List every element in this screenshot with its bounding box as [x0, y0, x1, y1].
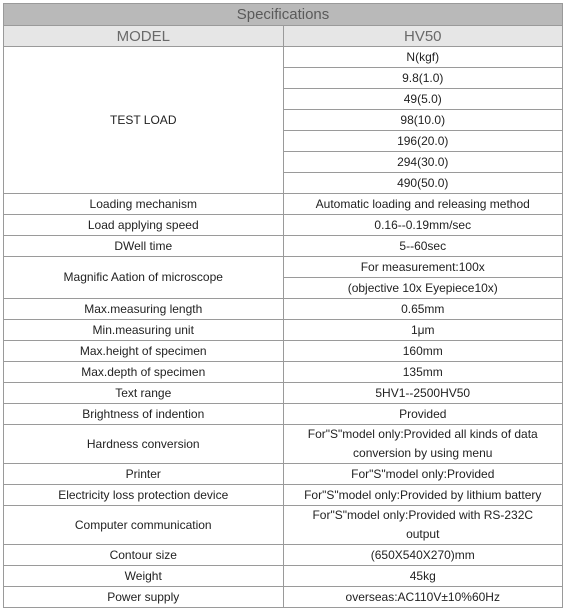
spec-label: Weight	[4, 566, 284, 587]
hardness-value-line1: For"S"model only:Provided all kinds of data	[307, 427, 538, 441]
table-row	[4, 587, 563, 608]
magnification-value: (objective 10x Eyepiece10x)	[283, 278, 563, 299]
spec-label: Power supply	[4, 587, 284, 608]
table-row	[4, 566, 563, 587]
spec-label: Max.depth of specimen	[4, 362, 284, 383]
model-row	[4, 26, 563, 47]
table-row	[4, 257, 563, 278]
test-load-value: 98(10.0)	[283, 110, 563, 131]
spec-label: Max.measuring length	[4, 299, 284, 320]
table-row	[4, 47, 563, 68]
spec-value: 135mm	[283, 362, 563, 383]
spec-label: DWell time	[4, 236, 284, 257]
hardness-value	[283, 425, 563, 464]
hardness-label: Hardness conversion	[4, 425, 284, 464]
spec-label: Max.height of specimen	[4, 341, 284, 362]
table-title: Specifications	[4, 4, 563, 26]
table-row	[4, 425, 563, 464]
spec-value: overseas:AC110V±10%60Hz	[283, 587, 563, 608]
table-row	[4, 299, 563, 320]
table-row	[4, 194, 563, 215]
spec-label: Contour size	[4, 545, 284, 566]
spec-label: Printer	[4, 464, 284, 485]
spec-value: For"S"model only:Provided by lithium battery	[283, 485, 563, 506]
table-row	[4, 545, 563, 566]
spec-value: 160mm	[283, 341, 563, 362]
spec-label: Text range	[4, 383, 284, 404]
spec-value: Automatic loading and releasing method	[283, 194, 563, 215]
test-load-value: N(kgf)	[283, 47, 563, 68]
table-row	[4, 383, 563, 404]
computer-label: Computer communication	[4, 506, 284, 545]
computer-value	[283, 506, 563, 545]
test-load-value: 9.8(1.0)	[283, 68, 563, 89]
magnification-value: For measurement:100x	[283, 257, 563, 278]
table-row	[4, 485, 563, 506]
model-label: MODEL	[4, 26, 284, 47]
test-load-value: 490(50.0)	[283, 173, 563, 194]
spec-value: 0.65mm	[283, 299, 563, 320]
spec-value: 0.16--0.19mm/sec	[283, 215, 563, 236]
magnification-label: Magnific Aation of microscope	[4, 257, 284, 299]
spec-value: Provided	[283, 404, 563, 425]
table-row	[4, 215, 563, 236]
table-row	[4, 506, 563, 545]
spec-label: Loading mechanism	[4, 194, 284, 215]
test-load-label: TEST LOAD	[4, 47, 284, 194]
spec-value: 1μm	[283, 320, 563, 341]
spec-label: Brightness of indention	[4, 404, 284, 425]
spec-value: 5--60sec	[283, 236, 563, 257]
spec-label: Electricity loss protection device	[4, 485, 284, 506]
table-row	[4, 404, 563, 425]
table-row	[4, 341, 563, 362]
title-row	[4, 4, 563, 26]
spec-value: 45kg	[283, 566, 563, 587]
spec-label: Min.measuring unit	[4, 320, 284, 341]
table-row	[4, 362, 563, 383]
spec-label: Load applying speed	[4, 215, 284, 236]
test-load-value: 49(5.0)	[283, 89, 563, 110]
table-row	[4, 236, 563, 257]
model-value: HV50	[283, 26, 563, 47]
specifications-table	[3, 3, 563, 608]
table-row	[4, 320, 563, 341]
spec-value: (650X540X270)mm	[283, 545, 563, 566]
test-load-value: 294(30.0)	[283, 152, 563, 173]
table-row	[4, 464, 563, 485]
computer-value-line1: For"S"model only:Provided with RS-232C	[312, 508, 534, 522]
spec-value: For"S"model only:Provided	[283, 464, 563, 485]
hardness-value-line2: conversion by using menu	[353, 446, 493, 460]
computer-value-line2: output	[406, 527, 440, 541]
test-load-value: 196(20.0)	[283, 131, 563, 152]
spec-value: 5HV1--2500HV50	[283, 383, 563, 404]
